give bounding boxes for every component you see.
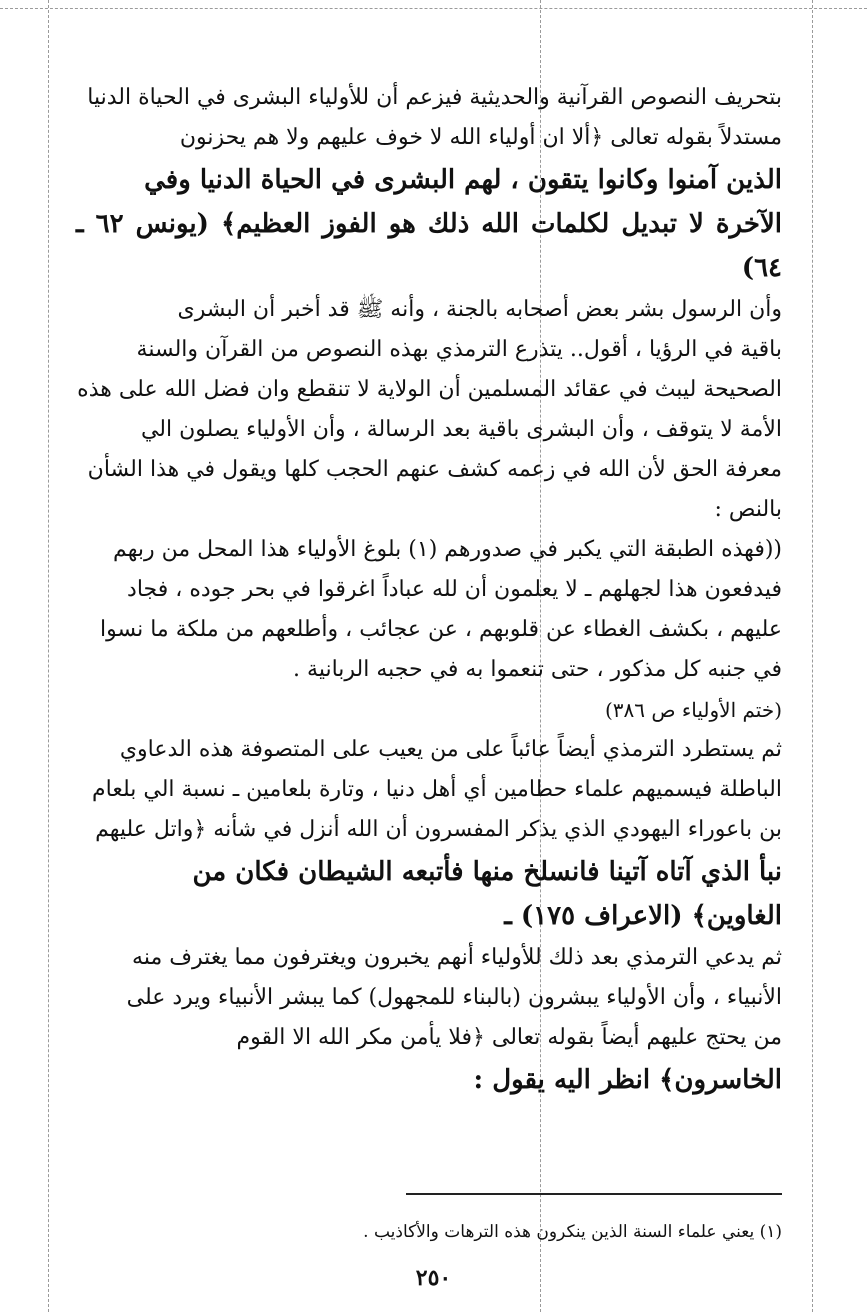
page-number: ٢٥٠ xyxy=(415,1265,452,1291)
text-line: بن باعوراء اليهودي الذي يذكر المفسرون أن الله أنزل في شأنه ﴿واتل عليهم xyxy=(95,817,782,842)
text-line: الخاسرون﴾ انظر اليه يقول : xyxy=(473,1065,782,1095)
footnote: (١) يعني علماء السنة الذين ينكرون هذه الترهات والأكاذيب . xyxy=(363,1222,782,1242)
text-line: معرفة الحق لأن الله في زعمه كشف عنهم الحجب كلها ويقول في هذا الشأن xyxy=(87,457,782,482)
dashed-guide-left xyxy=(48,0,49,1312)
text-line: الآخرة لا تبديل لكلمات الله ذلك هو الفوز العظيم﴾ (يونس ٦٢ ـ ٦٤) xyxy=(76,209,782,283)
text-line: ثم يدعي الترمذي بعد ذلك للأولياء أنهم يخبرون ويغترفون مما يغترف منه xyxy=(132,945,782,970)
text-line: باقية في الرؤيا ، أقول.. يتذرع الترمذي بهذه النصوص من القرآن والسنة xyxy=(136,337,782,362)
text-line: الأنبياء ، وأن الأولياء يبشرون (بالبناء للمجهول) كما يبشر الأنبياء ويرد على xyxy=(126,985,782,1010)
footnote-separator xyxy=(406,1193,782,1195)
text-line: الباطلة فيسميهم علماء حطامين أي أهل دنيا ، وتارة بلعامين ـ نسبة الي بلعام xyxy=(92,777,782,802)
text-line: (ختم الأولياء ص ٣٨٦) xyxy=(604,698,782,722)
text-line: مستدلاً بقوله تعالى ﴿ألا ان أولياء الله لا خوف عليهم ولا هم يحزنون xyxy=(179,125,782,150)
text-line: الغاوين﴾ (الاعراف ١٧٥) ـ xyxy=(504,901,782,931)
text-line: بالنص : xyxy=(714,497,782,522)
dashed-guide-right xyxy=(812,0,813,1312)
text-line: عليهم ، بكشف الغطاء عن قلوبهم ، عن عجائب ، وأطلعهم من ملكة ما نسوا xyxy=(100,617,782,642)
text-line: الذين آمنوا وكانوا يتقون ، لهم البشرى في الحياة الدنيا وفي xyxy=(144,165,782,195)
text-line: نبأ الذي آتاه آتينا فانسلخ منها فأتبعه الشيطان فكان من xyxy=(192,857,782,887)
text-line: ثم يستطرد الترمذي أيضاً عائباً على من يعيب على المتصوفة هذه الدعاوي xyxy=(119,737,782,762)
text-line: الصحيحة ليبث في عقائد المسلمين أن الولاية لا تنقطع وان فضل الله على هذه xyxy=(77,377,782,402)
text-line: في جنبه كل مذكور ، حتى تنعموا به في حجبه الربانية . xyxy=(293,657,782,682)
text-line: بتحريف النصوص القرآنية والحديثية فيزعم أن للأولياء البشرى في الحياة الدنيا xyxy=(87,85,782,110)
page-body-text xyxy=(76,78,782,1102)
text-line: الأمة لا يتوقف ، وأن البشرى باقية بعد الرسالة ، وأن الأولياء يصلون الي xyxy=(140,417,782,442)
text-line: وأن الرسول بشر بعض أصحابه بالجنة ، وأنه ﷺ قد أخبر أن البشرى xyxy=(177,297,782,322)
text-line: من يحتج عليهم أيضاً بقوله تعالى ﴿فلا يأمن مكر الله الا القوم xyxy=(236,1025,782,1050)
text-line: فيدفعون هذا لجهلهم ـ لا يعلمون أن لله عباداً اغرقوا في بحر جوده ، فجاد xyxy=(127,577,782,602)
dashed-guide-top xyxy=(0,8,867,9)
text-line: ((فهذه الطبقة التي يكبر في صدورهم (١) بلوغ الأولياء هذا المحل من ربهم xyxy=(113,537,782,562)
